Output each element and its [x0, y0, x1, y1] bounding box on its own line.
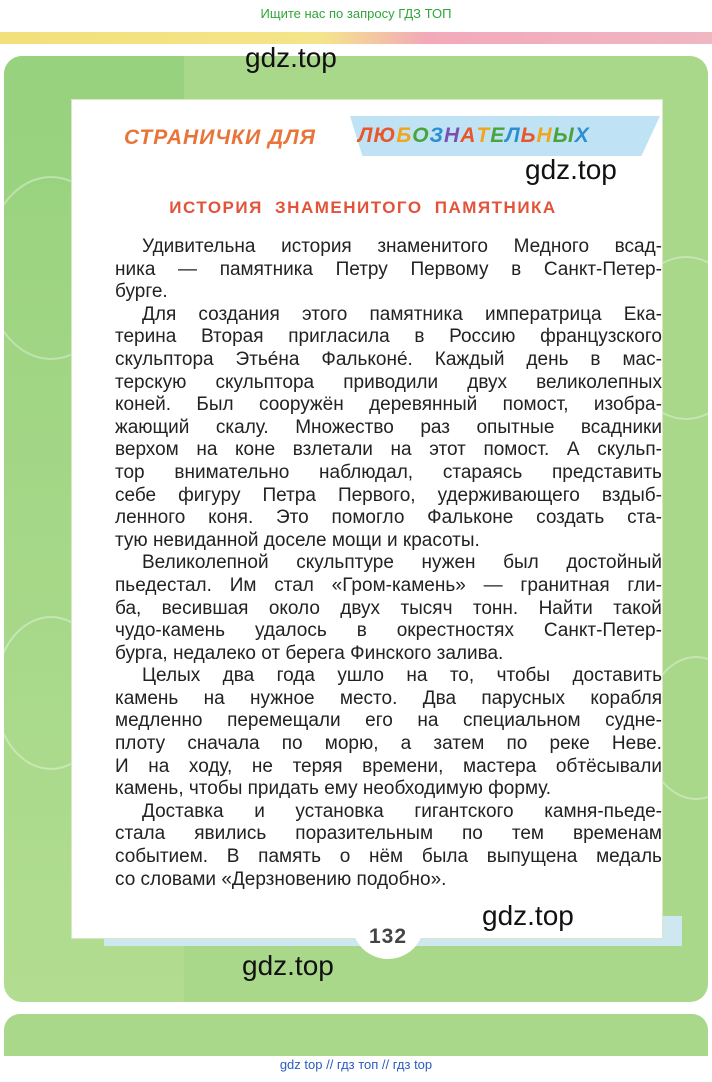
- article-title: ИСТОРИЯ ЗНАМЕНИТОГО ПАМЯТНИКА: [169, 198, 557, 217]
- banner-letter: Х: [574, 124, 590, 147]
- text-line: тую невиданной доселе мощи и красоты.: [115, 529, 480, 551]
- banner-letter: Ь: [520, 124, 537, 147]
- text-line: бурга, недалеко от берега Финского залива.: [115, 642, 504, 664]
- watermark: gdz.top: [242, 950, 334, 981]
- banner-lead: СТРАНИЧКИ ДЛЯ: [124, 126, 316, 149]
- text-line: ленного коня. Это помогло Фальконе создать ста-: [115, 507, 662, 529]
- banner-letter: З: [429, 124, 445, 147]
- text-line: Доставка и установка гигантского камня-пьеде-: [142, 800, 662, 822]
- banner-colored-word: [358, 124, 590, 148]
- watermark: gdz.top: [525, 154, 617, 185]
- article-body: [115, 236, 662, 891]
- banner-letter: Н: [536, 124, 553, 147]
- text-line: коней. Был сооружён деревянный помост, изобра-: [115, 394, 662, 416]
- text-line: камень, чтобы придать ему необходимую форму.: [115, 778, 552, 800]
- text-line: ника — памятника Петру Первому в Санкт-Петер-: [115, 258, 662, 280]
- banner-letter: Е: [490, 124, 506, 147]
- banner-letter: Б: [396, 124, 413, 147]
- banner-letter: О: [412, 124, 430, 147]
- text-line: Для создания этого памятника императрица Ека-: [142, 303, 662, 325]
- text-line: медленно перемещали его на специальном судне-: [115, 710, 662, 732]
- text-line: Целых два года ушло на то, чтобы доставить: [142, 665, 662, 687]
- watermark: gdz.top: [482, 900, 574, 931]
- text-line: событием. В память о нём была выпущена медаль: [115, 846, 662, 868]
- banner-letter: А: [460, 124, 477, 147]
- text-line: пьедестал. Им стал «Гром-камень» — гранитная гли-: [115, 574, 662, 596]
- text-line: Удивительна история знаменитого Медного всад-: [142, 236, 662, 257]
- banner-letter: Ю: [373, 124, 397, 147]
- banner-letter: Л: [505, 124, 521, 147]
- text-line: терина Вторая пригласила в Россию французского: [115, 326, 662, 348]
- banner-letter: Л: [358, 124, 374, 147]
- banner-letter: Ы: [552, 124, 575, 147]
- previous-page-edge: [0, 32, 712, 44]
- text-line: И на ходу, не теряя времени, мастера обтёсывали: [115, 755, 662, 777]
- text-line: плоту сначала по морю, а затем по реке Неве.: [115, 733, 662, 755]
- banner-letter: Н: [444, 124, 461, 147]
- text-line: чудо-камень удалось в окрестностях Санкт-Петер-: [115, 620, 662, 642]
- text-line: себе фигуру Петра Первого, удерживающего вздыб-: [115, 484, 662, 506]
- text-line: жающий скалу. Множество раз опытные всадники: [115, 416, 662, 438]
- text-line: бурге.: [115, 281, 168, 303]
- footer-links[interactable]: gdz top // гдз топ // гдз top: [0, 1056, 712, 1082]
- text-line: ба, весившая около двух тысяч тонн. Найти такой: [115, 597, 662, 619]
- text-line: верхом на коне взлетали на этот помост. А скульп-: [115, 439, 662, 461]
- text-line: стала явились поразительным по тем временам: [115, 823, 662, 845]
- watermark: gdz.top: [245, 42, 337, 73]
- text-line: камень на нужное место. Два парусных корабля: [115, 687, 662, 709]
- text-line: скульптора Этьéна Фальконé. Каждый день в мас-: [115, 348, 662, 370]
- page-number: 132: [368, 925, 408, 948]
- text-line: терскую скульптора приводили двух великолепных: [115, 371, 662, 393]
- text-line: тор внимательно наблюдал, стараясь представить: [115, 461, 662, 483]
- search-hint-link[interactable]: Ищите нас по запросу ГДЗ ТОП: [260, 6, 452, 21]
- banner-letter: Т: [476, 124, 491, 147]
- text-line: Великолепной скульптуре нужен был достойный: [142, 552, 662, 574]
- text-line: со словами «Дерзновению подобно».: [115, 868, 447, 890]
